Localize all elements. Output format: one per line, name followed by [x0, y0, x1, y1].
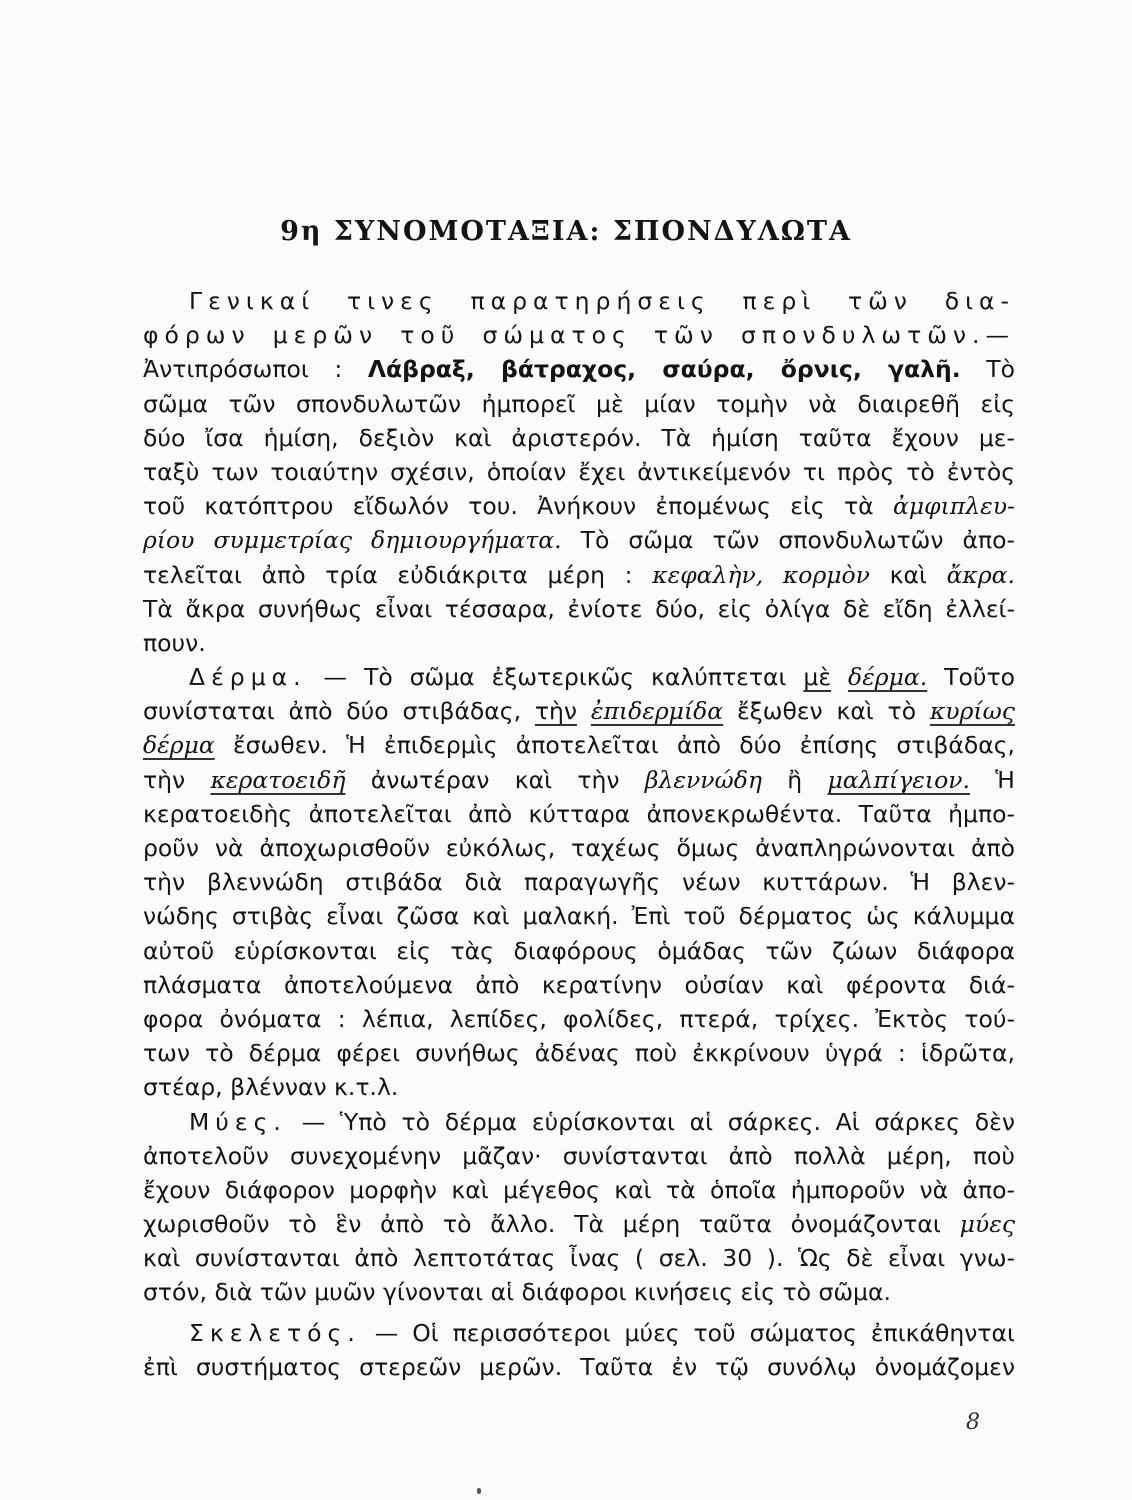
text-line: ροῦν νὰ ἀποχωρισθοῦν εὐκόλως, ταχέως ὅμως ἀναπληρώνονται ἀπὸ [143, 834, 1015, 862]
text-line: τὴν βλεννώδη στιβάδα διὰ παραγωγῆς νέων κυττάρων. Ἡ βλεν- [143, 868, 1015, 897]
italic-term: ρίου συμμετρίας δημιουργήματα. [143, 526, 562, 555]
section-head-skeletos: Σκελετός. [189, 1318, 361, 1347]
line-text: φόρων μερῶν τοῦ σώματος τῶν σπονδυλωτῶν.— [143, 321, 1015, 350]
text-line: σῶμα τῶν σπονδυλωτῶν ἠμπορεῖ μὲ μίαν τομὴν νὰ διαιρεθῆ εἰς [143, 389, 1015, 418]
italic-term: ἐπιδερμίδα [590, 697, 724, 726]
text-line: κερατοειδὴς ἀποτελεῖται ἀπὸ κύτταρα ἀπονεκρωθέντα. Ταῦτα ἠμπο- [143, 799, 1015, 828]
text-line [143, 763, 1015, 797]
text-line: ἀποτελοῦν συνεχομένην μᾶζαν· συνίστανται ἀπὸ πολλὰ μέρη, ποὺ [143, 1141, 1015, 1170]
line-text: τὴν [143, 765, 186, 794]
text-line: στόν, διὰ τῶν μυῶν γίνονται αἱ διάφοροι κινήσεις εἰς τὸ σῶμα. [143, 1278, 891, 1307]
text-line: πλάσματα ἀποτελούμενα ἀπὸ κερατίνην οὐσίαν καὶ φέροντα διά- [143, 970, 1015, 999]
text-line [143, 558, 1015, 592]
italic-term: δέρμα. [848, 663, 928, 692]
section-head-myes: Μύες. [189, 1107, 287, 1136]
text-line: πουν. [143, 628, 206, 657]
text-line: στέαρ, βλένναν κ.τ.λ. [143, 1073, 399, 1102]
line-text: — Οἱ περισσότεροι μύες τοῦ σώματος ἐπικάθηνται [374, 1318, 1015, 1347]
line-text: Ἀντιπρόσωποι : [143, 355, 343, 384]
text-line [143, 284, 1015, 318]
text-line [143, 318, 1015, 352]
representatives-list: Λάβραξ, βάτραχος, σαύρα, ὄρνις, γαλῆ. [367, 355, 961, 384]
line-text: Ἡ [995, 765, 1015, 794]
line-text: — Ὑπὸ τὸ δέρμα εὑρίσκονται αἱ σάρκες. Αἱ σάρκες δὲν [301, 1107, 1015, 1136]
underlined-text: τὴν [534, 697, 578, 726]
text-line: ταξὺ των τοιαύτην σχέσιν, ὁποίαν ἔχει ἀντικείμενόν τι πρὸς τὸ ἐντὸς [143, 457, 1015, 486]
line-text: Τὸ [986, 355, 1015, 384]
line-text: τελεῖται ἀπὸ τρία εὐδιάκριτα μέρη : [143, 560, 633, 589]
text-line: φορα ὀνόματα : λέπια, λεπίδες, φολίδες, πτερά, τρίχες. Ἐκτὸς τού- [143, 1004, 1015, 1033]
scan-speck [477, 1488, 481, 1494]
italic-term: μαλπίγειον. [827, 765, 970, 794]
italic-term: ἄκρα. [946, 560, 1015, 589]
underlined-text: μὲ [803, 663, 832, 692]
line-text: Τοῦτο [944, 663, 1015, 692]
line-text: — Τὸ σῶμα ἐξωτερικῶς καλύπτεται [323, 663, 787, 692]
italic-term: δέρμα [143, 731, 215, 760]
text-line [143, 728, 1015, 762]
text-line [143, 1105, 1015, 1139]
text-line [143, 523, 1015, 557]
line-text: Γενικαί τινες παρατηρήσεις περὶ τῶν δια- [189, 287, 1015, 315]
text-line: νώδης στιβὰς εἶναι ζῶσα καὶ μαλακή. Ἐπὶ τοῦ δέρματος ὡς κάλυμμα [143, 902, 1015, 931]
text-line [143, 1316, 1015, 1350]
line-text: χωρισθοῦν τὸ ἓν ἀπὸ τὸ ἄλλο. Τὰ μέρη ταῦτα ὀνομάζονται [143, 1210, 941, 1239]
italic-term: κυρίως [929, 697, 1015, 726]
italic-term: βλεννώδη [644, 765, 762, 794]
text-line: δύο ἴσα ἡμίση, δεξιὸν καὶ ἀριστερόν. Τὰ ἡμίση ταῦτα ἔχουν με- [143, 423, 1015, 452]
body-text [143, 284, 1015, 1384]
text-line [143, 489, 1015, 523]
line-text: ἀνωτέραν καὶ τὴν [370, 765, 620, 794]
italic-term: κεφαλὴν, κορμὸν [652, 560, 870, 589]
text-line: ἐπὶ συστήματος στερεῶν μερῶν. Ταῦτα ἐν τῷ συνόλῳ ὀνομάζομεν [143, 1352, 1015, 1381]
section-head-derma: Δέρμα. [189, 663, 307, 692]
line-text: τοῦ κατόπτρου εἴδωλόν του. Ἀνήκουν ἐπομένως εἰς τὰ [143, 492, 874, 521]
chapter-heading: 9η ΣΥΝΟΜΟΤΑΞΙΑ: ΣΠΟΝΔΥΛΩΤΑ [280, 216, 852, 247]
text-line: Τὰ ἄκρα συνήθως εἶναι τέσσαρα, ἐνίοτε δύο, εἰς ὀλίγα δὲ εἴδη ἐλλεί- [143, 594, 1015, 623]
text-line: ἔχουν διάφορον μορφὴν καὶ μέγεθος καὶ τὰ ὁποῖα ἠμποροῦν νὰ ἀπο- [143, 1175, 1015, 1204]
line-text: ἔξωθεν καὶ τὸ [736, 697, 917, 726]
line-text: συνίσταται ἀπὸ δύο στιβάδας, [143, 697, 522, 726]
text-line [143, 352, 1015, 386]
text-line: των τὸ δέρμα φέρει συνήθως ἀδένας ποὺ ἐκκρίνουν ὑγρά : ἱδρῶτα, [143, 1039, 1015, 1068]
text-line: καὶ συνίστανται ἀπὸ λεπτοτάτας ἶνας ( σελ. 30 ). Ὡς δὲ εἶναι γνω- [143, 1244, 1015, 1273]
line-text: Τὸ σῶμα τῶν σπονδυλωτῶν ἀπο- [580, 526, 1015, 555]
italic-term: κερατοειδῆ [210, 765, 346, 794]
line-text: ἔσωθεν. Ἡ ἐπιδερμὶς ἀποτελεῖται ἀπὸ δύο ἐπίσης στιβάδας, [232, 731, 1015, 760]
italic-term: μύες [959, 1210, 1015, 1239]
text-line: αὐτοῦ εὑρίσκονται εἰς τὰς διαφόρους ὁμάδας τῶν ζώων διάφορα [143, 936, 1015, 965]
text-line [143, 660, 1015, 694]
line-text: καὶ [889, 560, 927, 589]
text-line [143, 1207, 1015, 1241]
line-text: ἢ [787, 765, 803, 794]
page-number: 8 [966, 1410, 980, 1435]
italic-term: ἀμφιπλευ- [892, 492, 1015, 521]
text-line [143, 694, 1015, 728]
